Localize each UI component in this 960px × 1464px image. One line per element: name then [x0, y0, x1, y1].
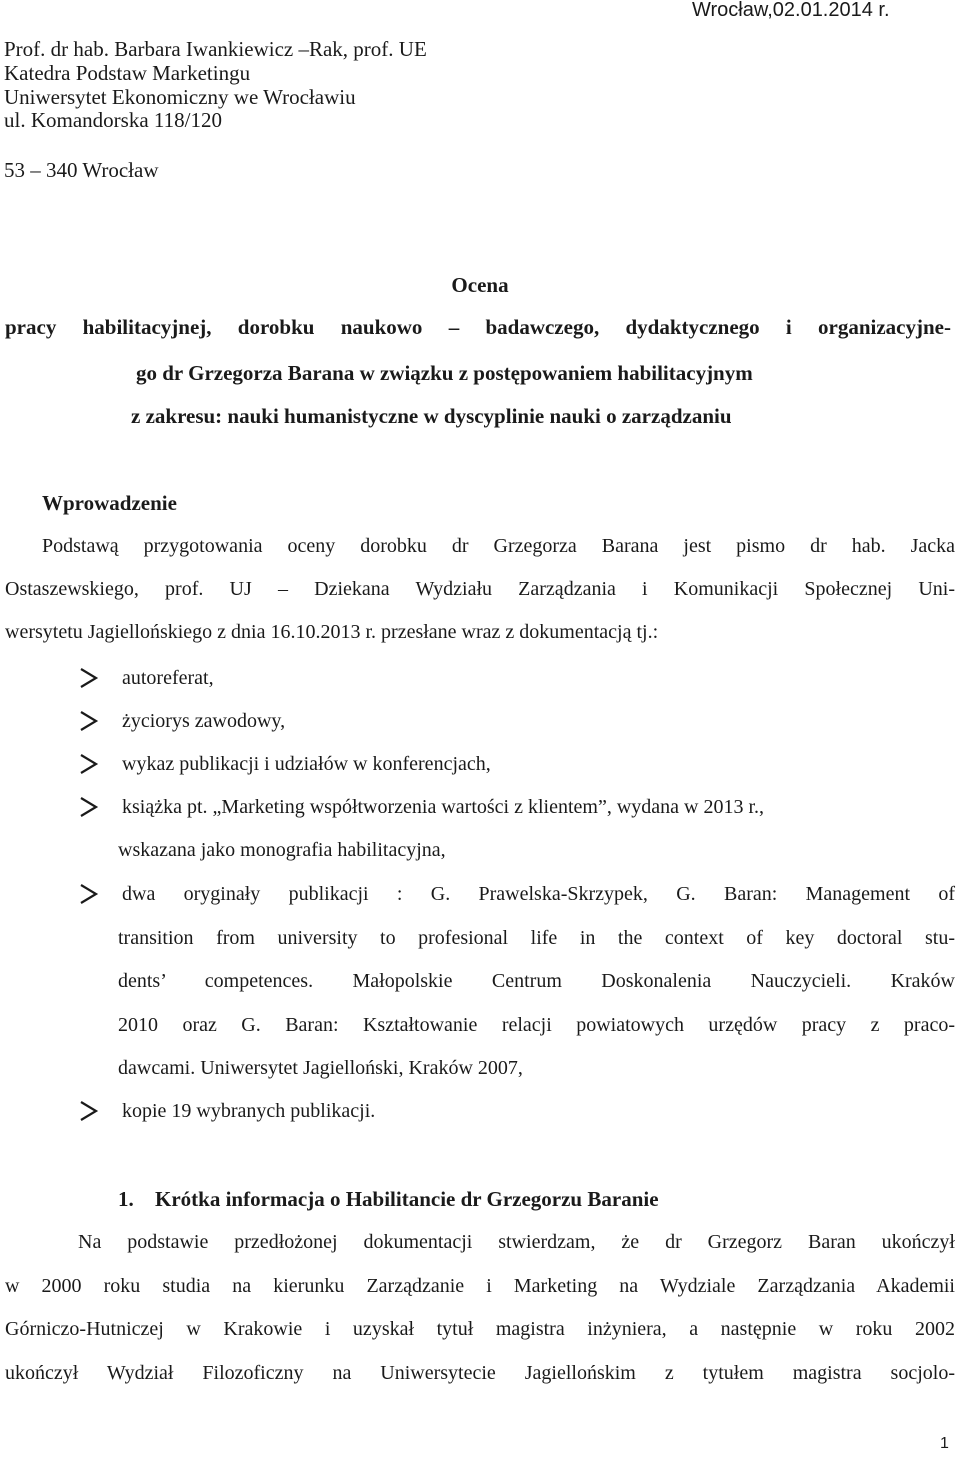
arrow-bullet-icon: [78, 883, 100, 905]
arrow-bullet-icon: [78, 796, 100, 818]
sender-department: Katedra Podstaw Marketingu: [4, 61, 251, 85]
title-line-3: z zakresu: nauki humanistyczne w dyscyplinie nauki o zarządzaniu: [131, 404, 732, 428]
list-item-wykaz-publikacji: wykaz publikacji i udziałów w konferencjach,: [122, 753, 491, 775]
section-paragraph-line-1: Na podstawie przedłożonej dokumentacji stwierdzam, że dr Grzegorz Baran ukończył: [78, 1231, 955, 1253]
title-line-2: go dr Grzegorza Barana w związku z postępowaniem habilitacyjnym: [136, 361, 753, 385]
sender-street: ul. Komandorska 118/120: [4, 108, 222, 132]
intro-paragraph-line-2: Ostaszewskiego, prof. UJ – Dziekana Wydziału Zarządzania i Komunikacji Społecznej Uni-: [5, 578, 955, 600]
intro-heading: Wprowadzenie: [42, 491, 177, 515]
list-item-publikacje-line-1: dwa oryginały publikacji : G. Prawelska-Skrzypek, G. Baran: Management of: [122, 883, 955, 905]
sender-name: Prof. dr hab. Barbara Iwankiewicz –Rak, prof. UE: [4, 37, 427, 61]
sender-university: Uniwersytet Ekonomiczny we Wrocławiu: [4, 85, 356, 109]
page-number: 1: [940, 1435, 949, 1452]
list-item-publikacje-line-4: 2010 oraz G. Baran: Kształtowanie relacji powiatowych urzędów pracy z praco-: [118, 1014, 955, 1036]
section-paragraph-line-3: Górniczo-Hutniczej w Krakowie i uzyskał tytuł magistra inżyniera, a następnie w roku 2002: [5, 1318, 955, 1340]
section-number: 1.: [118, 1187, 134, 1211]
list-item-ksiazka-line-1: książka pt. „Marketing współtworzenia wartości z klientem”, wydana w 2013 r.,: [122, 796, 765, 818]
list-item-kopie: kopie 19 wybranych publikacji.: [122, 1100, 376, 1122]
list-item-publikacje-line-5: dawcami. Uniwersytet Jagielloński, Kraków 2007,: [118, 1057, 523, 1079]
arrow-bullet-icon: [78, 1100, 100, 1122]
document-title: Ocena: [451, 273, 509, 297]
section-paragraph-line-2: w 2000 roku studia na kierunku Zarządzanie i Marketing na Wydziale Zarządzania Akademii: [5, 1275, 955, 1297]
document-date: Wrocław,02.01.2014 r.: [692, 0, 890, 21]
list-item-publikacje-line-2: transition from university to profesional life in the context of key doctoral stu-: [118, 927, 955, 949]
list-item-publikacje-line-3: dents’ competences. Małopolskie Centrum Doskonalenia Nauczycieli. Kraków: [118, 970, 955, 992]
title-line-1: pracy habilitacyjnej, dorobku naukowo – badawczego, dydaktycznego i organizacyjne-: [5, 315, 951, 339]
section-paragraph-line-4: ukończył Wydział Filozoficzny na Uniwersytecie Jagiellońskim z tytułem magistra socjolo-: [5, 1362, 955, 1384]
intro-paragraph-line-3: wersytetu Jagiellońskiego z dnia 16.10.2013 r. przesłane wraz z dokumentacją tj.:: [5, 621, 659, 643]
section-heading: Krótka informacja o Habilitancie dr Grzegorzu Baranie: [155, 1187, 659, 1211]
list-item-ksiazka-line-2: wskazana jako monografia habilitacyjna,: [118, 839, 446, 861]
arrow-bullet-icon: [78, 753, 100, 775]
sender-city: 53 – 340 Wrocław: [4, 158, 159, 182]
list-item-zyciorys: życiorys zawodowy,: [122, 710, 286, 732]
intro-paragraph-line-1: Podstawą przygotowania oceny dorobku dr Grzegorza Barana jest pismo dr hab. Jacka: [42, 535, 955, 557]
arrow-bullet-icon: [78, 710, 100, 732]
arrow-bullet-icon: [78, 667, 100, 689]
list-item-autoreferat: autoreferat,: [122, 667, 214, 689]
